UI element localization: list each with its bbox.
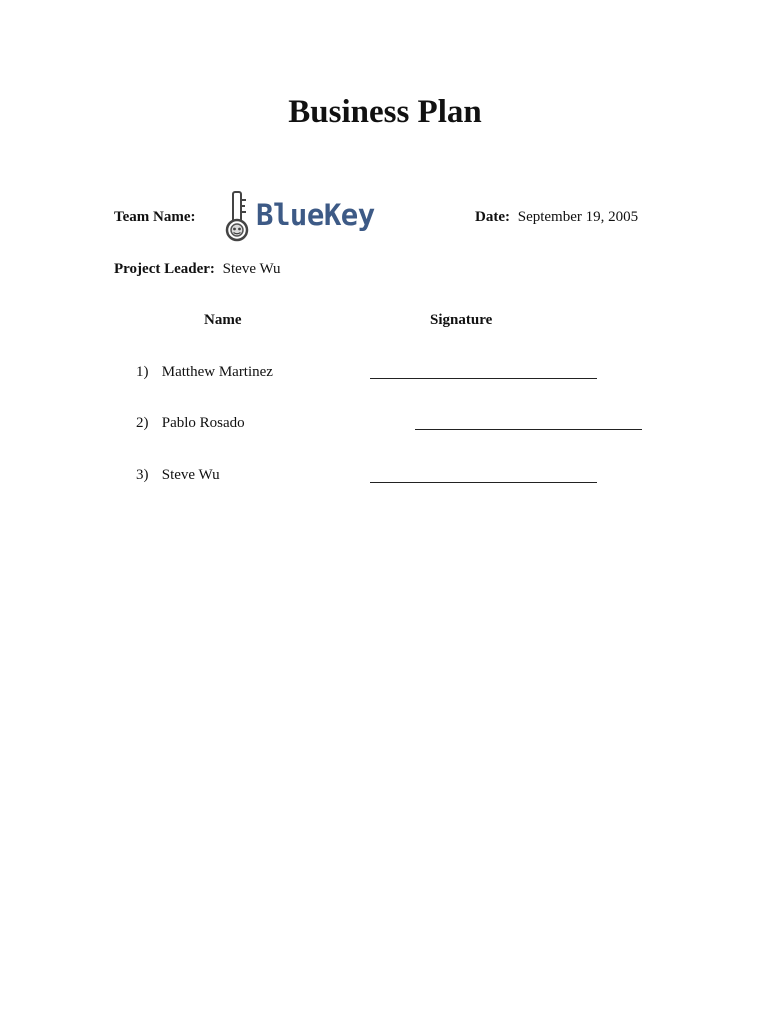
member-row — [136, 363, 273, 381]
date-value: September 19, 2005 — [517, 209, 639, 225]
page-title: Business Plan — [288, 94, 482, 130]
member-number: 1) — [136, 364, 149, 380]
member-number: 3) — [136, 467, 149, 483]
project-leader-value: Steve Wu — [222, 261, 281, 277]
project-leader-label: Project Leader: — [114, 261, 215, 277]
project-leader-field — [114, 260, 281, 278]
signature-line[interactable] — [370, 378, 597, 379]
logo-text: BlueKey — [256, 198, 375, 232]
signature-line[interactable] — [415, 429, 642, 430]
date-field — [475, 208, 638, 226]
member-row — [136, 414, 245, 432]
key-icon — [220, 190, 254, 242]
column-header-signature: Signature — [430, 312, 493, 328]
member-row — [136, 466, 220, 484]
team-name-label — [114, 208, 196, 226]
column-header-name: Name — [204, 312, 242, 328]
member-number: 2) — [136, 415, 149, 431]
date-label: Date: — [475, 209, 510, 225]
member-name: Matthew Martinez — [161, 364, 273, 380]
member-name: Pablo Rosado — [161, 415, 245, 431]
member-name: Steve Wu — [161, 467, 220, 483]
team-name-label-text: Team Name: — [114, 209, 196, 225]
signature-line[interactable] — [370, 482, 597, 483]
bluekey-logo — [220, 190, 406, 242]
